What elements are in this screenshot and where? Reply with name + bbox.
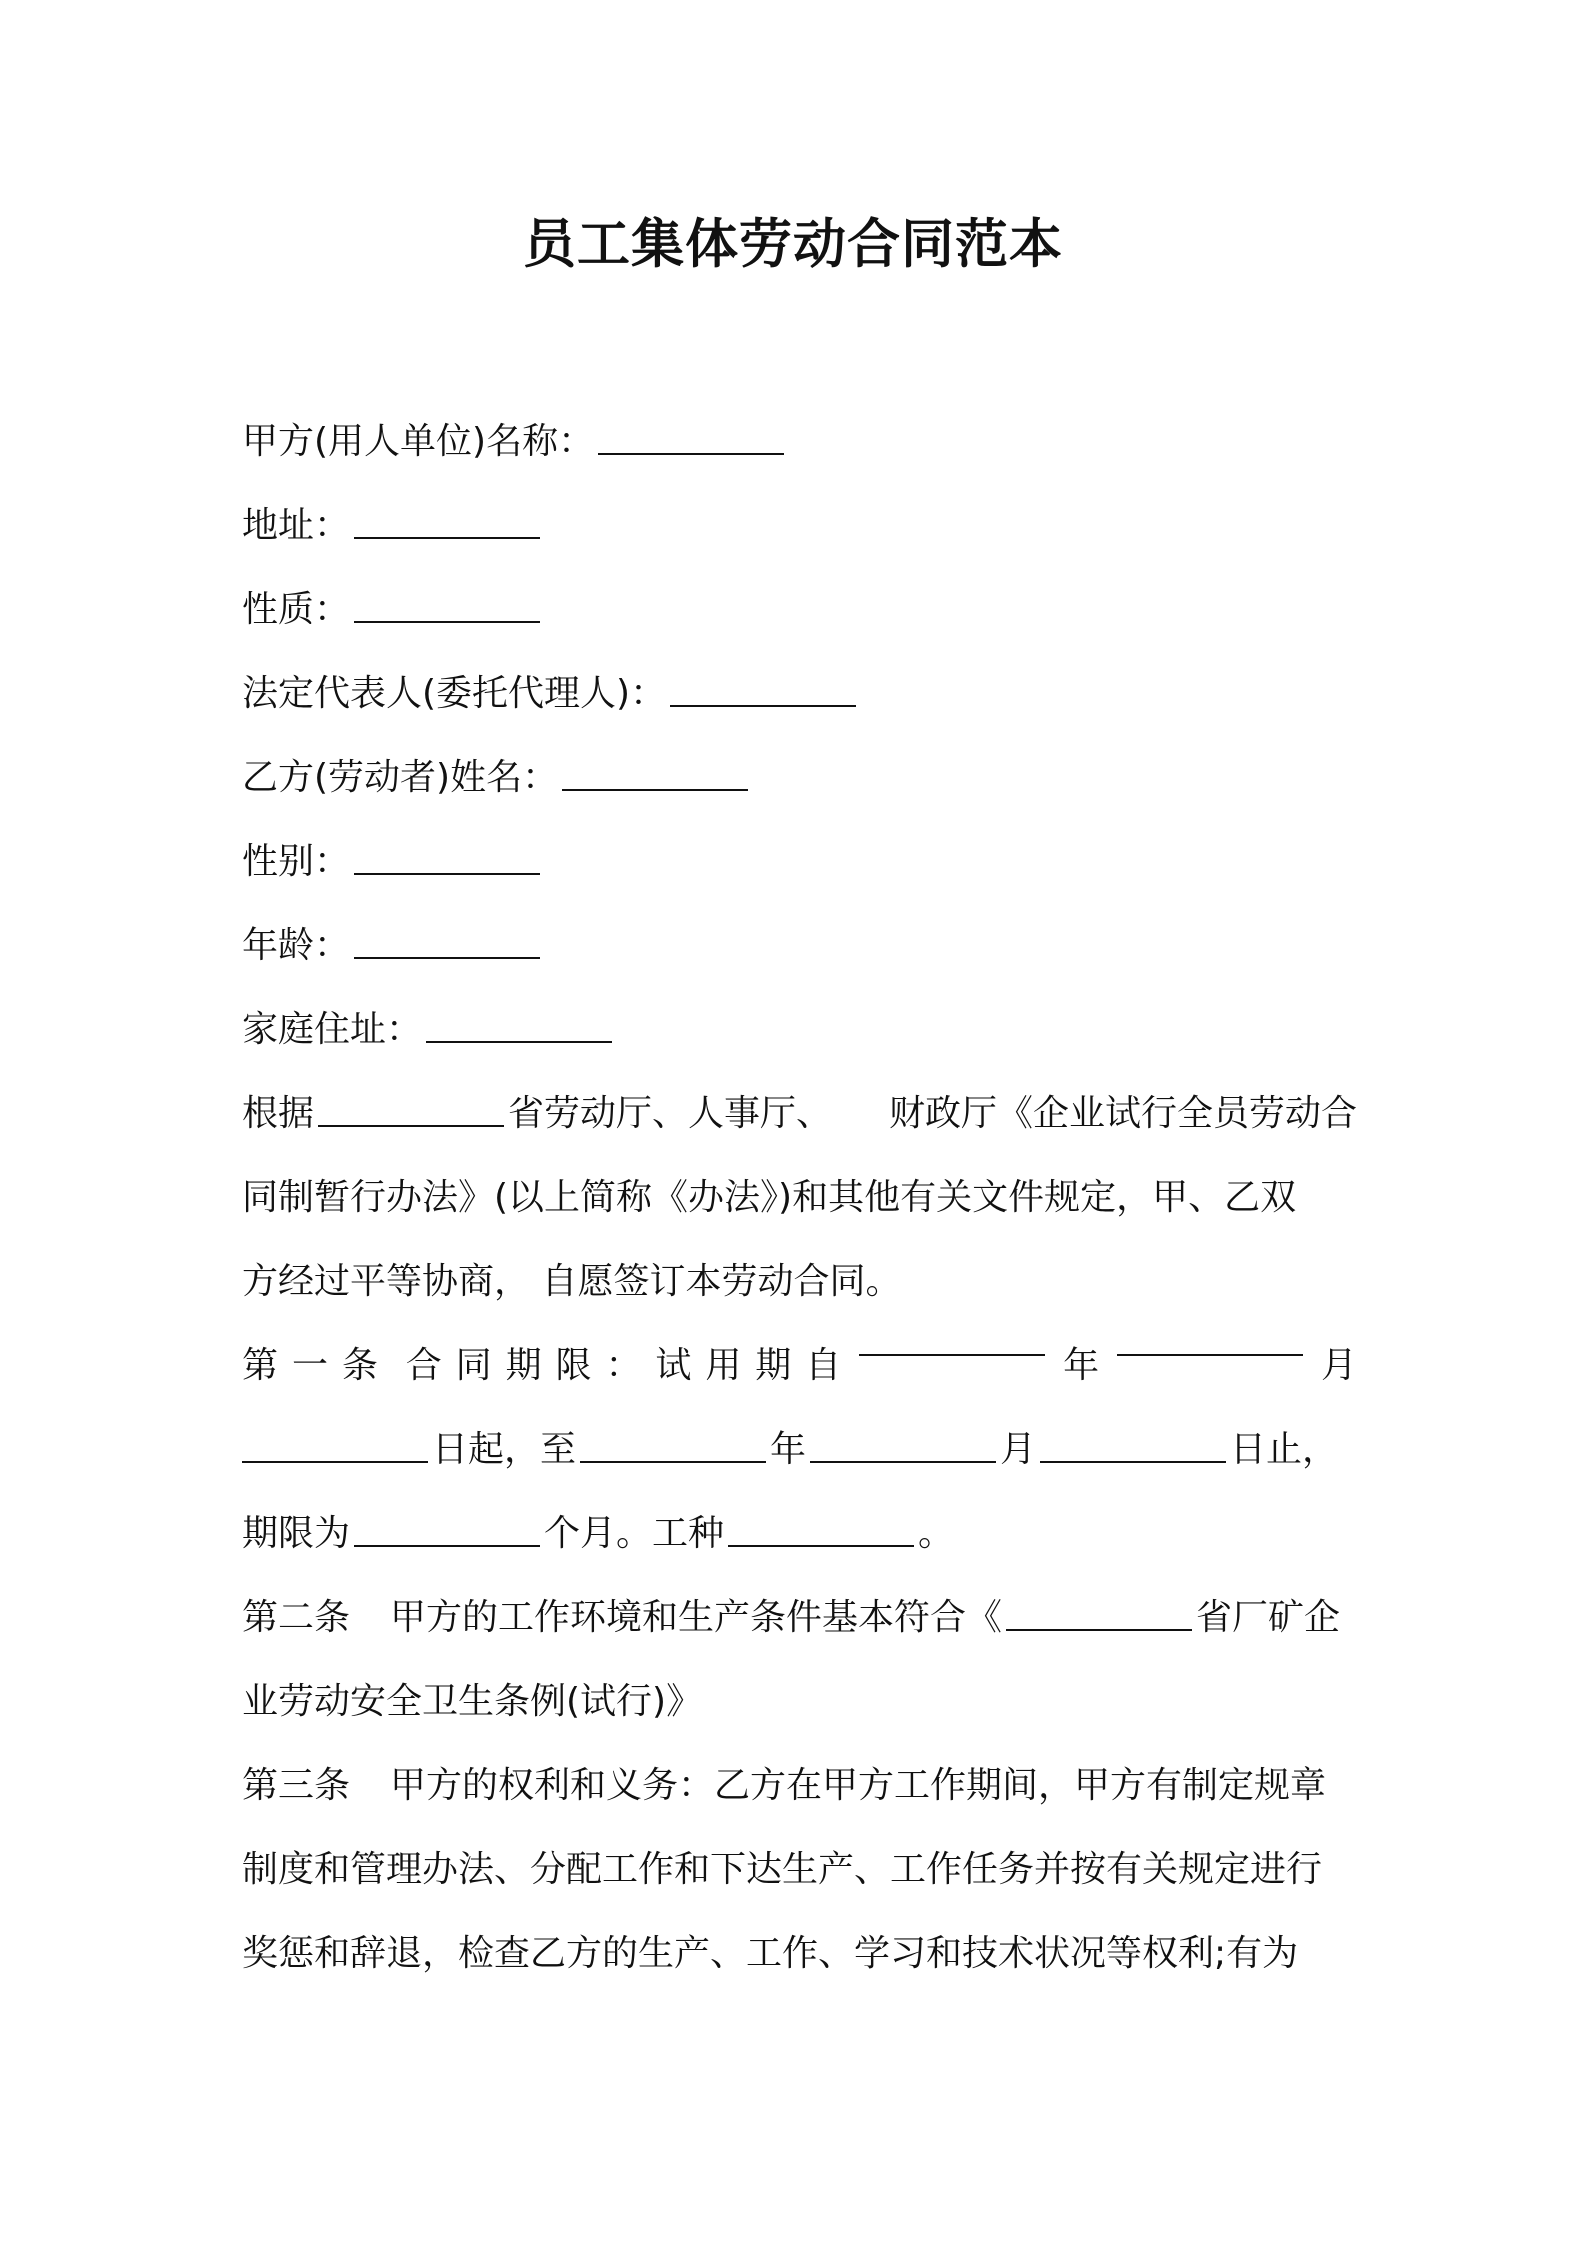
article-char: 期 — [755, 1345, 792, 1386]
article-char: 第 — [242, 1345, 279, 1386]
article-heading: 第二条 — [242, 1597, 351, 1638]
article-char: 限 — [555, 1345, 592, 1386]
article-char: 月 — [1320, 1345, 1357, 1386]
field-label: 甲方(用人单位)名称： — [242, 421, 595, 462]
article-char: 期 — [505, 1345, 542, 1386]
blank-line — [354, 591, 540, 623]
article-text: 个月。工种 — [544, 1513, 725, 1554]
blank-line — [354, 843, 540, 875]
article-char: 一 — [291, 1345, 328, 1386]
field-address — [242, 484, 1357, 568]
blank-line — [1040, 1431, 1226, 1463]
article2-line-1 — [242, 1576, 1357, 1660]
field-nature — [242, 568, 1357, 652]
article-char: 年 — [1063, 1345, 1100, 1386]
field-label: 地址： — [242, 505, 351, 546]
field-label: 性质： — [242, 589, 351, 630]
article-text: 。 — [918, 1513, 955, 1554]
article-text: 省厂矿企 — [1196, 1597, 1341, 1638]
blank-line — [562, 759, 748, 791]
intro-text-c: 财政厅《企业试行全员劳动合 — [888, 1093, 1357, 1134]
article1-line-1 — [242, 1324, 1357, 1408]
article-char: 自 — [805, 1345, 842, 1386]
intro-text: 方经过平等协商， 自愿签订本劳动合同。 — [242, 1261, 902, 1302]
field-party-b-name — [242, 736, 1357, 820]
blank-line — [318, 1095, 504, 1127]
article-char: ： — [605, 1345, 642, 1386]
article-text: 业劳动安全卫生条例(试行)》 — [242, 1681, 703, 1722]
blank-line — [426, 1011, 612, 1043]
field-label: 乙方(劳动者)姓名： — [242, 757, 559, 798]
article-text: 甲方的权利和义务：乙方在甲方工作期间，甲方有制定规章 — [390, 1765, 1327, 1806]
intro-line-2 — [242, 1156, 1357, 1240]
article-char: 条 — [341, 1345, 378, 1386]
blank-line — [354, 1515, 540, 1547]
blank-line — [580, 1431, 766, 1463]
blank-line — [1006, 1599, 1192, 1631]
article3-line-2 — [242, 1828, 1357, 1912]
blank-line — [810, 1431, 996, 1463]
article-text: 期限为 — [242, 1513, 351, 1554]
blank-line — [598, 423, 784, 455]
document-body — [242, 400, 1357, 1996]
article3-line-1 — [242, 1744, 1357, 1828]
intro-text-b: 省劳动厅、人事厅、 — [508, 1093, 833, 1134]
field-label: 性别： — [242, 841, 351, 882]
article-heading: 第三条 — [242, 1765, 351, 1806]
field-legal-rep — [242, 652, 1357, 736]
article-text: 年 — [770, 1429, 807, 1470]
blank-line — [354, 507, 540, 539]
article-char: 同 — [455, 1345, 492, 1386]
intro-line-3 — [242, 1240, 1357, 1324]
intro-text: 同制暂行办法》(以上简称《办法》)和其他有关文件规定，甲、乙双 — [242, 1177, 1297, 1218]
field-label: 法定代表人(委托代理人)： — [242, 673, 667, 714]
article1-line-3 — [242, 1492, 1357, 1576]
article-text: 日起，至 — [432, 1429, 577, 1470]
field-gender — [242, 820, 1357, 904]
blank-line — [670, 675, 856, 707]
field-label: 家庭住址： — [242, 1009, 423, 1050]
blank-line — [354, 927, 540, 959]
blank-line — [1117, 1324, 1303, 1356]
article-char: 合 — [405, 1345, 442, 1386]
article2-line-2 — [242, 1660, 1357, 1744]
article1-line-2 — [242, 1408, 1357, 1492]
document-title: 员工集体劳动合同范本 — [523, 214, 1063, 275]
article-char: 试 — [655, 1345, 692, 1386]
intro-text-a: 根据 — [242, 1093, 315, 1134]
article-char: 用 — [705, 1345, 742, 1386]
article-text: 制度和管理办法、分配工作和下达生产、工作任务并按有关规定进行 — [242, 1849, 1323, 1890]
intro-text — [242, 1072, 832, 1156]
article-text: 日止， — [1230, 1429, 1339, 1470]
article-text: 甲方的工作环境和生产条件基本符合《 — [390, 1597, 1003, 1638]
field-label: 年龄： — [242, 925, 351, 966]
article-text: 奖惩和辞退，检查乙方的生产、工作、学习和技术状况等权利;有为 — [242, 1933, 1299, 1974]
blank-line — [859, 1324, 1045, 1356]
field-age — [242, 904, 1357, 988]
intro-line-1 — [242, 1072, 1357, 1156]
blank-line — [242, 1431, 428, 1463]
field-party-a-name — [242, 400, 1357, 484]
blank-line — [728, 1515, 914, 1547]
article3-line-3 — [242, 1912, 1357, 1996]
article-text: 月 — [1000, 1429, 1037, 1470]
field-home-address — [242, 988, 1357, 1072]
